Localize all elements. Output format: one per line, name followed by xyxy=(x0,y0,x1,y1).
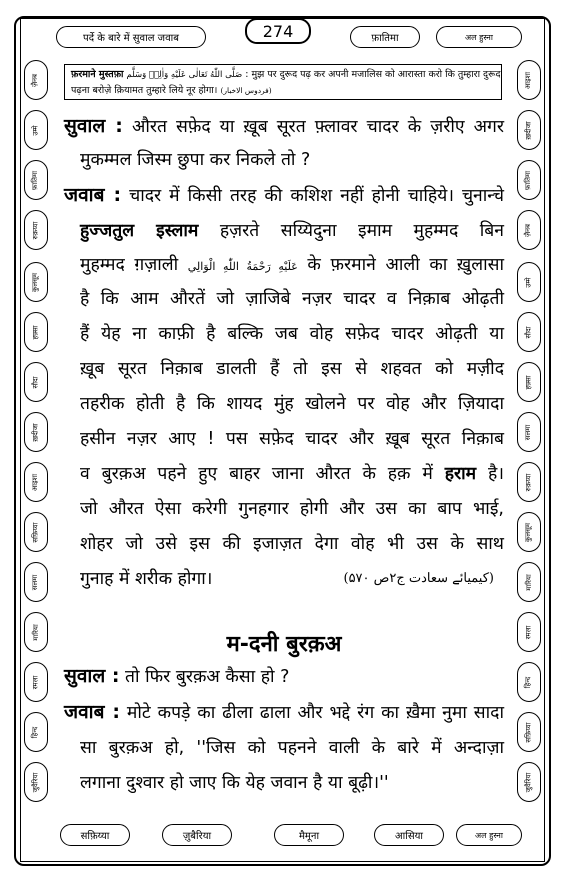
left-border-medallion-label: हफ़्सा xyxy=(31,324,40,340)
hadith-box xyxy=(64,64,502,100)
left-border-medallion-label: सफ़िय्या xyxy=(31,521,40,543)
answer-1-line12 xyxy=(80,567,504,593)
left-border-medallion xyxy=(24,312,48,352)
answer-2-line1 xyxy=(64,700,504,726)
section-heading: म-दनी बुरक़अ xyxy=(226,632,342,657)
right-border-medallion-label: उम्मे xyxy=(524,276,533,288)
question-1-text: औरत सफ़ेद या ख़ूब सूरत फ़्लावर चादर के ज़रीए अगर xyxy=(131,117,504,137)
left-border-medallion-label: फ़ातिमा xyxy=(31,170,40,190)
answer-1-line2 xyxy=(80,219,504,245)
answer-1-line3-b: के फ़रमाने आली का ख़ुलासा xyxy=(307,255,504,275)
question-2-label: सुवाल : xyxy=(64,665,120,687)
answer-1-line1 xyxy=(64,183,504,209)
footer-name-2: ज़ुबैरिया xyxy=(162,824,232,846)
left-border-medallion xyxy=(24,462,48,502)
answer-2-line3: लगाना दुश्वार हो जाए कि येह जवान है या बूढ़ी।'' xyxy=(80,773,389,793)
right-border-medallion xyxy=(517,462,541,502)
answer-1-text: चादर में किसी तरह की कशिश नहीं होनी चाहिये। चुनान्चे xyxy=(129,186,504,206)
right-border-medallion-label: सफ़िय्या xyxy=(524,721,533,743)
question-1-line1 xyxy=(64,114,504,140)
answer-1-line4: है कि आम औरतें जो ज़ाजिबे नज़र चादर व निक़ाब ओढ़ती xyxy=(80,289,504,309)
footer-name-3: मैमूना xyxy=(274,824,344,846)
answer-1-line6: ख़ूब सूरत निक़ाब डालती हैं तो इस से शहवत को मज़ीद xyxy=(80,359,504,379)
book-title: हुज्जतुल इस्लाम xyxy=(80,221,199,241)
left-border-medallion xyxy=(24,412,48,452)
right-border-medallion-label: कुलसूम xyxy=(524,522,533,542)
left-border-medallion xyxy=(24,110,48,150)
answer-1-line3 xyxy=(80,253,504,279)
answer-1-line9-b: है। xyxy=(488,464,504,484)
answer-1-line9 xyxy=(80,462,504,488)
left-border-medallion xyxy=(24,512,48,552)
left-border-medallion-label: सलमा xyxy=(31,574,40,590)
right-border-medallion xyxy=(517,60,541,100)
left-border-medallion-label: रमला xyxy=(31,675,40,689)
page-number: 274 xyxy=(245,18,311,44)
right-border-medallion xyxy=(517,562,541,602)
answer-1-line3-a: मुहम्मद ग़ज़ाली xyxy=(80,255,179,275)
right-border-medallion xyxy=(517,612,541,652)
answer-label: जवाब : xyxy=(64,184,122,206)
right-border-medallion xyxy=(517,412,541,452)
left-border-medallion xyxy=(24,662,48,702)
left-border-medallion xyxy=(24,612,48,652)
right-border-medallion xyxy=(517,362,541,402)
header-chapter-title: पर्दे के बारे में सुवाल जवाब xyxy=(56,26,206,48)
answer-1-line2-text: हज़रते सय्यिदुना इमाम मुहम्मद बिन xyxy=(219,221,504,241)
question-label: सुवाल : xyxy=(64,115,123,137)
right-border-medallion-label: सौदा xyxy=(524,325,533,339)
right-border-medallion-label: रमला xyxy=(524,625,533,639)
left-border-medallion xyxy=(24,362,48,402)
answer-1-line10: जो औरत ऐसा करेगी गुनहगार होगी और उस का बाप भाई, xyxy=(80,499,504,519)
right-border-medallion xyxy=(517,512,541,552)
answer-1-line11: शोहर जो उसे इस की इजाज़त देगा वोह भी उस के साथ xyxy=(80,534,504,554)
hadith-label: फ़रमाने मुस्तफ़ा xyxy=(71,69,124,80)
footer-calligraphy-cartouche: अल हुस्ना xyxy=(456,824,522,846)
right-border-medallion-label: हिन्द xyxy=(524,676,533,688)
left-border-medallion xyxy=(24,160,48,200)
left-border-medallion xyxy=(24,262,48,302)
answer-1-line5: हैं येह ना काफ़ी है बल्कि जब वोह सफ़ेद चादर ओढ़ती या xyxy=(80,324,504,344)
left-border-medallion xyxy=(24,60,48,100)
answer-1-line8: हसीन नज़र आए ! पस सफ़ेद चादर और ख़ूब सूरत निक़ाब xyxy=(80,429,504,449)
left-border-medallion-label: रुक़य्या xyxy=(31,221,40,239)
right-border-medallion-label: ख़दीजा xyxy=(524,120,533,140)
right-border-medallion xyxy=(517,662,541,702)
right-border-medallion xyxy=(517,262,541,302)
right-border-medallion-label: फ़ातिमा xyxy=(524,170,533,190)
answer-1-line9-a: व बुरक़अ पहने हुए बाहर जाना औरत के हक़ में xyxy=(80,464,433,484)
right-border-medallion xyxy=(517,210,541,250)
answer-2-label: जवाब : xyxy=(64,701,120,723)
question-2-line xyxy=(64,664,504,690)
right-border-medallion-label: जुवैरिया xyxy=(524,772,533,792)
right-border-medallion xyxy=(517,110,541,150)
footer-name-4: आसिया xyxy=(374,824,444,846)
left-border-medallion-label: कुलसूम xyxy=(31,272,40,292)
right-border-medallion xyxy=(517,160,541,200)
hadith-reference: (فردوس الاخبار) xyxy=(220,86,272,95)
right-border-medallion-label: रुक़य्या xyxy=(524,473,533,491)
question-2-text: तो फिर बुरक़अ कैसा हो ? xyxy=(125,667,290,687)
answer-1-line12-text: गुनाह में शरीक होगा। xyxy=(80,569,213,589)
right-border-medallion-label: ज़ैनब xyxy=(524,223,533,237)
right-border-medallion-label: सलमा xyxy=(524,424,533,440)
right-border-medallion xyxy=(517,712,541,752)
question-1-line2: मुकम्मल जिस्म छुपा कर निकले तो ? xyxy=(80,150,311,170)
left-border-medallion xyxy=(24,210,48,250)
right-border-medallion xyxy=(517,312,541,352)
left-border-medallion-label: जुवैरिया xyxy=(31,772,40,792)
footer-name-1: सफ़िय्या xyxy=(60,824,130,846)
hadith-text-line1: : मुझ पर दुरूद पढ़ कर अपनी मजालिस को आरास्ता करो कि तुम्हारा दुरूद xyxy=(245,69,501,80)
left-border-medallion-label: उम्मे xyxy=(31,124,40,136)
right-border-medallion-label: मारिया xyxy=(524,573,533,591)
right-border-medallion-label: आइशा xyxy=(524,71,533,89)
left-border-medallion-label: ज़ैनब xyxy=(31,73,40,87)
header-calligraphy-cartouche: अल हुस्ना xyxy=(436,26,522,48)
header-name-cartouche: फ़ातिमा xyxy=(350,26,420,48)
hadith-arabic-salutation: صَلَّى اللّٰهُ تَعَالٰی عَلَیْهِ وَاٰلِهٖ وَسَلَّم xyxy=(126,70,243,80)
left-border-medallion xyxy=(24,712,48,752)
left-border-medallion-label: ख़दीजा xyxy=(31,422,40,442)
hadith-text-line2: पढ़ना बरोज़े क़ियामत तुम्हारे लिये नूर होगा। xyxy=(71,85,218,96)
answer-1-line7: तहरीक होती है कि शायद मुंह खोलने पर वोह और ज़ियादा xyxy=(80,394,504,414)
right-border-medallion-label: हफ़्सा xyxy=(524,374,533,390)
right-border-medallion xyxy=(517,762,541,802)
left-border-medallion-label: आइशा xyxy=(31,473,40,491)
left-border-medallion xyxy=(24,562,48,602)
arabic-invocation: عَلَيْهِ رَحْمَةُ اللّٰهِ الْوَالِي xyxy=(187,260,298,273)
left-border-medallion xyxy=(24,762,48,802)
haram-word: हराम xyxy=(444,464,477,484)
left-border-medallion-label: मारिया xyxy=(31,623,40,641)
left-border-medallion-label: हिन्द xyxy=(31,726,40,738)
answer-2-text: मोटे कपड़े का ढीला ढाला और भद्दे रंग का ख़ैमा नुमा सादा xyxy=(126,703,504,723)
answer-2-line2: सा बुरक़अ हो, ''जिस को पहनने वाली के बारे में अन्दाज़ा xyxy=(80,738,504,758)
left-border-medallion-label: सौदा xyxy=(31,375,40,389)
answer-1-reference: (کیمیائے سعادت ج۲ص ۵۷۰) xyxy=(343,571,494,586)
